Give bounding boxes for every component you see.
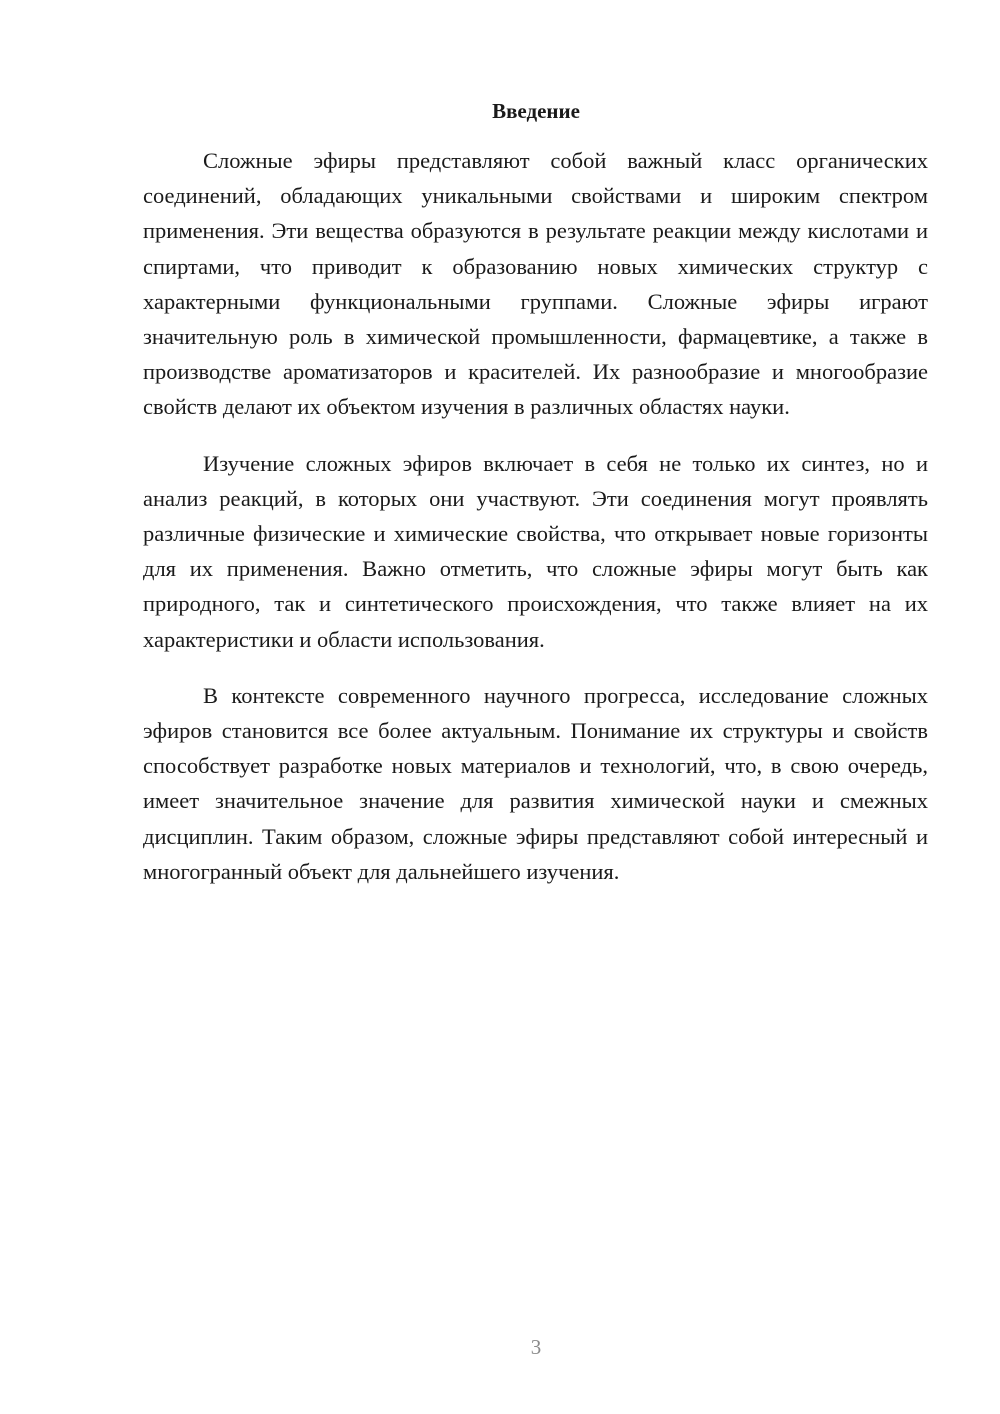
page-number: 3: [530, 1335, 542, 1359]
document-body: [143, 143, 928, 910]
paragraph-2: Изучение сложных эфиров включает в себя не только их синтез, но и анализ реакций, в которых они участвуют. Эти соединения могут проявлять различные физические и химические свойства, что открывает новые горизонты для их применения. Важно отметить, что сложные эфиры могут быть как природного, так и синтетического происхождения, что также влияет на их характеристики и области использования.: [143, 450, 928, 652]
paragraph-1: Сложные эфиры представляют собой важный класс органических соединений, обладающих уникальными свойствами и широким спектром применения. Эти вещества образуются в результате реакции между кислотами и спиртами, что приводит к образованию новых химических структур с характерными функциональными группами. Сложные эфиры играют значительную роль в химической промышленности, фармацевтике, а также в производстве ароматизаторов и красителей. Их разнообразие и многообразие свойств делают их объектом изучения в различных областях науки.: [143, 148, 928, 420]
paragraph-3: В контексте современного научного прогресса, исследование сложных эфиров становится все более актуальным. Понимание их структуры и свойств способствует разработке новых материалов и технологий, что, в свою очередь, имеет значительное значение для развития химической науки и смежных дисциплин. Таким образом, сложные эфиры представляют собой интересный и многогранный объект для дальнейшего изучения.: [143, 682, 928, 884]
section-title: Введение: [492, 99, 580, 123]
